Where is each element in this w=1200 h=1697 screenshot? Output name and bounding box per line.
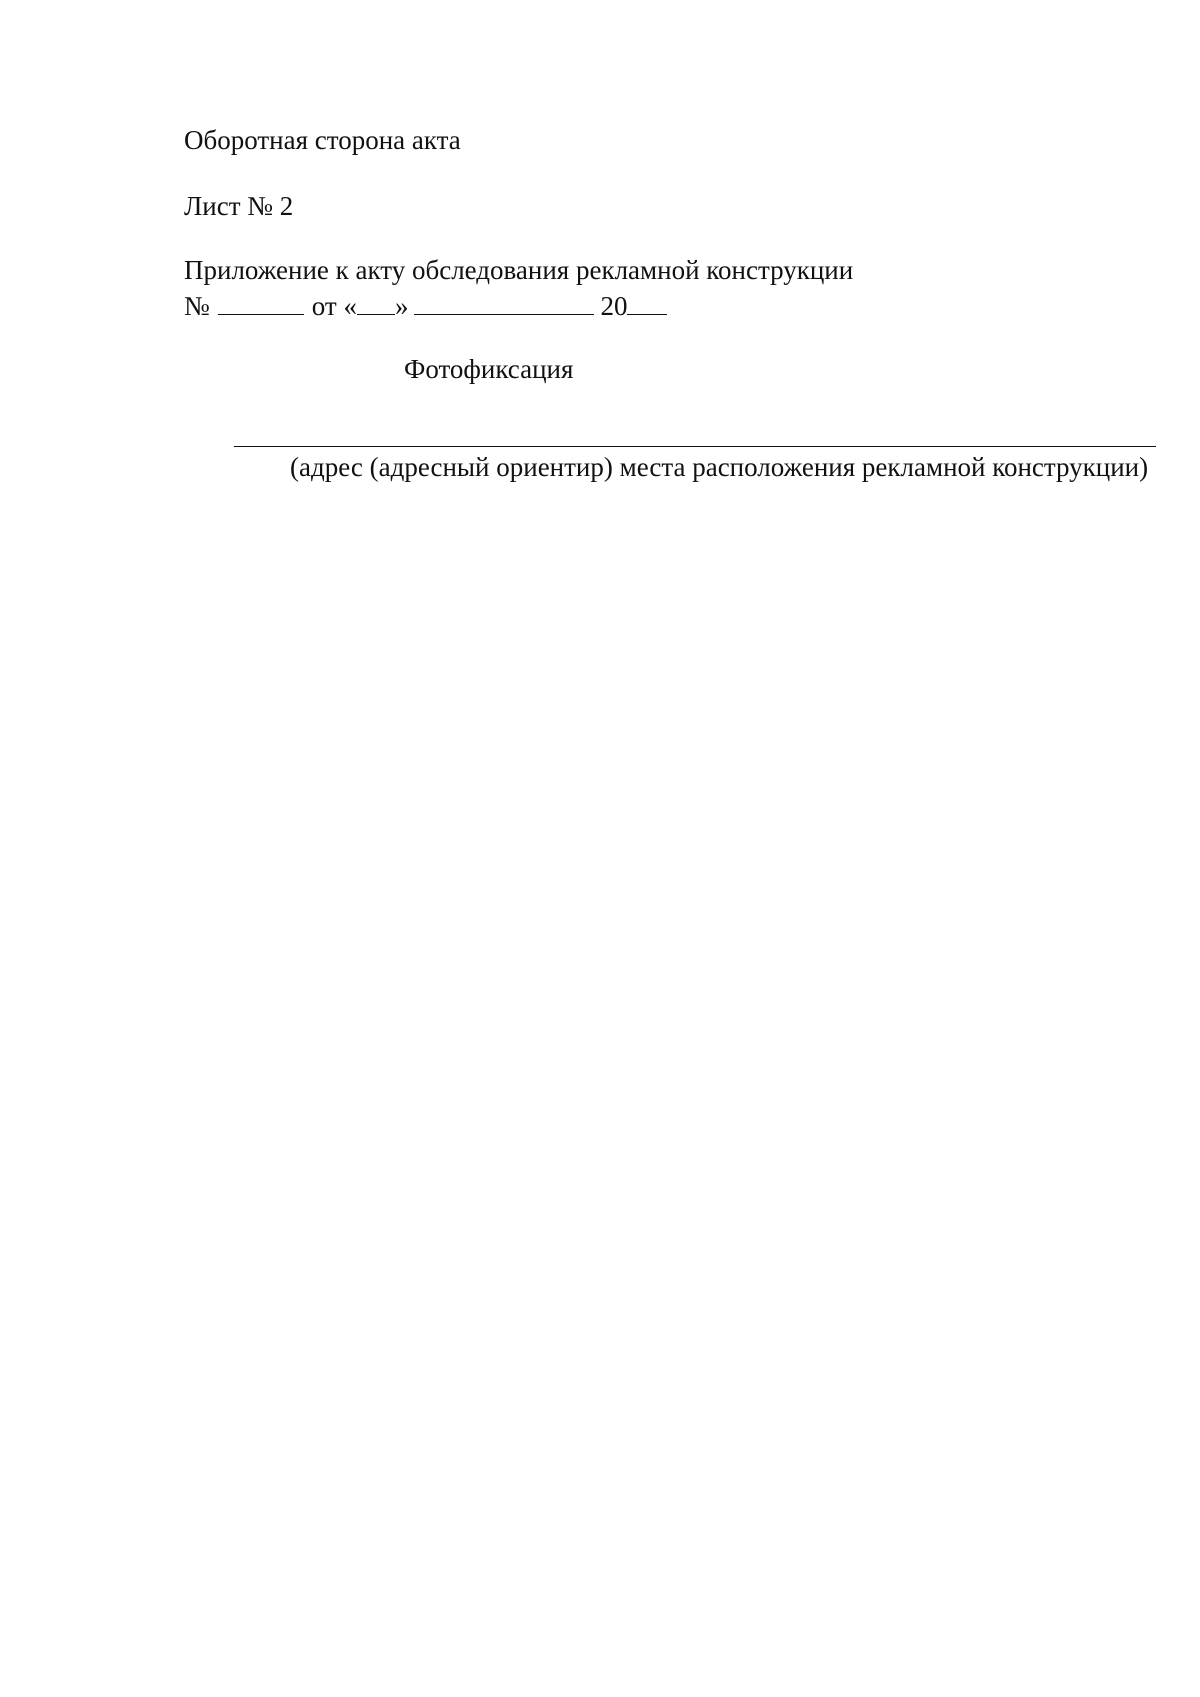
act-number-blank bbox=[218, 292, 304, 315]
appendix-title: Приложение к акту обследования рекламной конструкции bbox=[184, 255, 854, 285]
year-blank bbox=[627, 292, 667, 315]
act-number-date-line bbox=[184, 290, 667, 322]
day-blank bbox=[357, 292, 395, 315]
sheet-number: Лист № 2 bbox=[184, 191, 294, 221]
reverse-side-heading: Оборотная сторона акта bbox=[184, 125, 461, 155]
address-caption: (адрес (адресный ориентир) места расположения рекламной конструкции) bbox=[290, 452, 1149, 482]
address-fill-line bbox=[234, 446, 1156, 447]
month-blank bbox=[414, 292, 594, 315]
year-prefix: 20 bbox=[600, 291, 628, 321]
number-prefix: № bbox=[184, 291, 210, 321]
date-from-label: от « bbox=[311, 291, 357, 321]
date-quote-close: » bbox=[394, 291, 409, 321]
photo-fixation-title: Фотофиксация bbox=[404, 354, 574, 384]
